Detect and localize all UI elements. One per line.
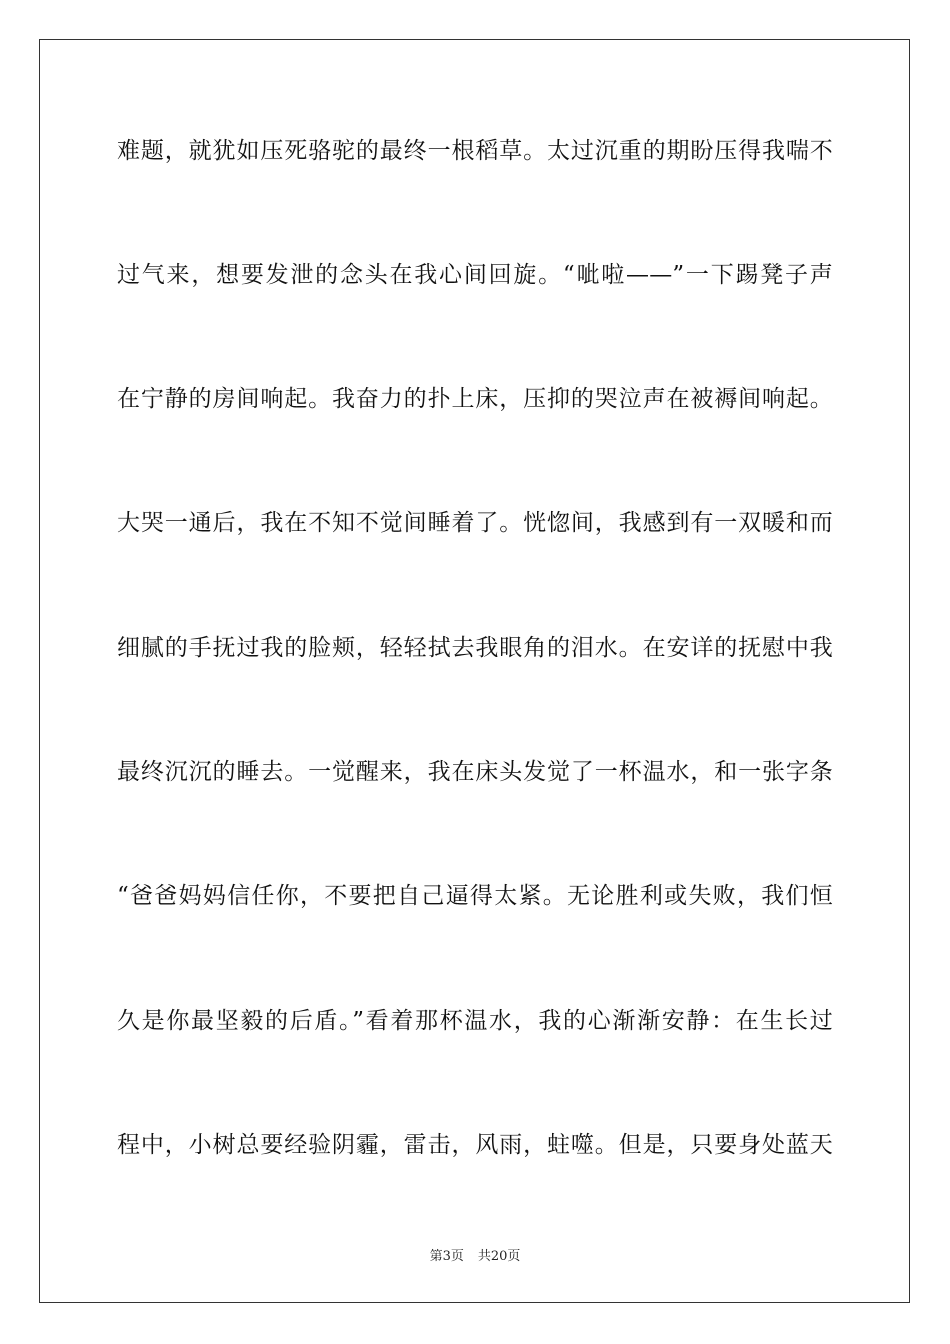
- body-text-line: 在宁静的房间响起。我奋力的扑上床，压抑的哭泣声在被褥间响起。: [117, 386, 833, 412]
- page-number: 第3页: [429, 1249, 464, 1264]
- page-total: 共20页: [477, 1249, 521, 1264]
- body-text-line: 久是你最坚毅的后盾。”看着那杯温水，我的心渐渐安静：在生长过: [117, 1008, 833, 1034]
- body-text-line: 难题，就犹如压死骆驼的最终一根稻草。太过沉重的期盼压得我喘不: [117, 138, 833, 164]
- body-text-line: 大哭一通后，我在不知不觉间睡着了。恍惚间，我感到有一双暖和而: [117, 510, 833, 536]
- body-text-line: 细腻的手抚过我的脸颊，轻轻拭去我眼角的泪水。在安详的抚慰中我: [117, 635, 833, 661]
- body-text-line: 过气来，想要发泄的念头在我心间回旋。“呲啦——”一下踢凳子声: [117, 262, 833, 288]
- page-footer: [0, 1248, 950, 1266]
- body-text-line: “爸爸妈妈信任你，不要把自己逼得太紧。无论胜利或失败，我们恒: [117, 883, 833, 909]
- body-text-line: 程中，小树总要经验阴霾，雷击，风雨，蛀噬。但是，只要身处蓝天: [117, 1132, 833, 1158]
- body-text-line: 最终沉沉的睡去。一觉醒来，我在床头发觉了一杯温水，和一张字条: [117, 759, 833, 785]
- page-border: [39, 39, 910, 1303]
